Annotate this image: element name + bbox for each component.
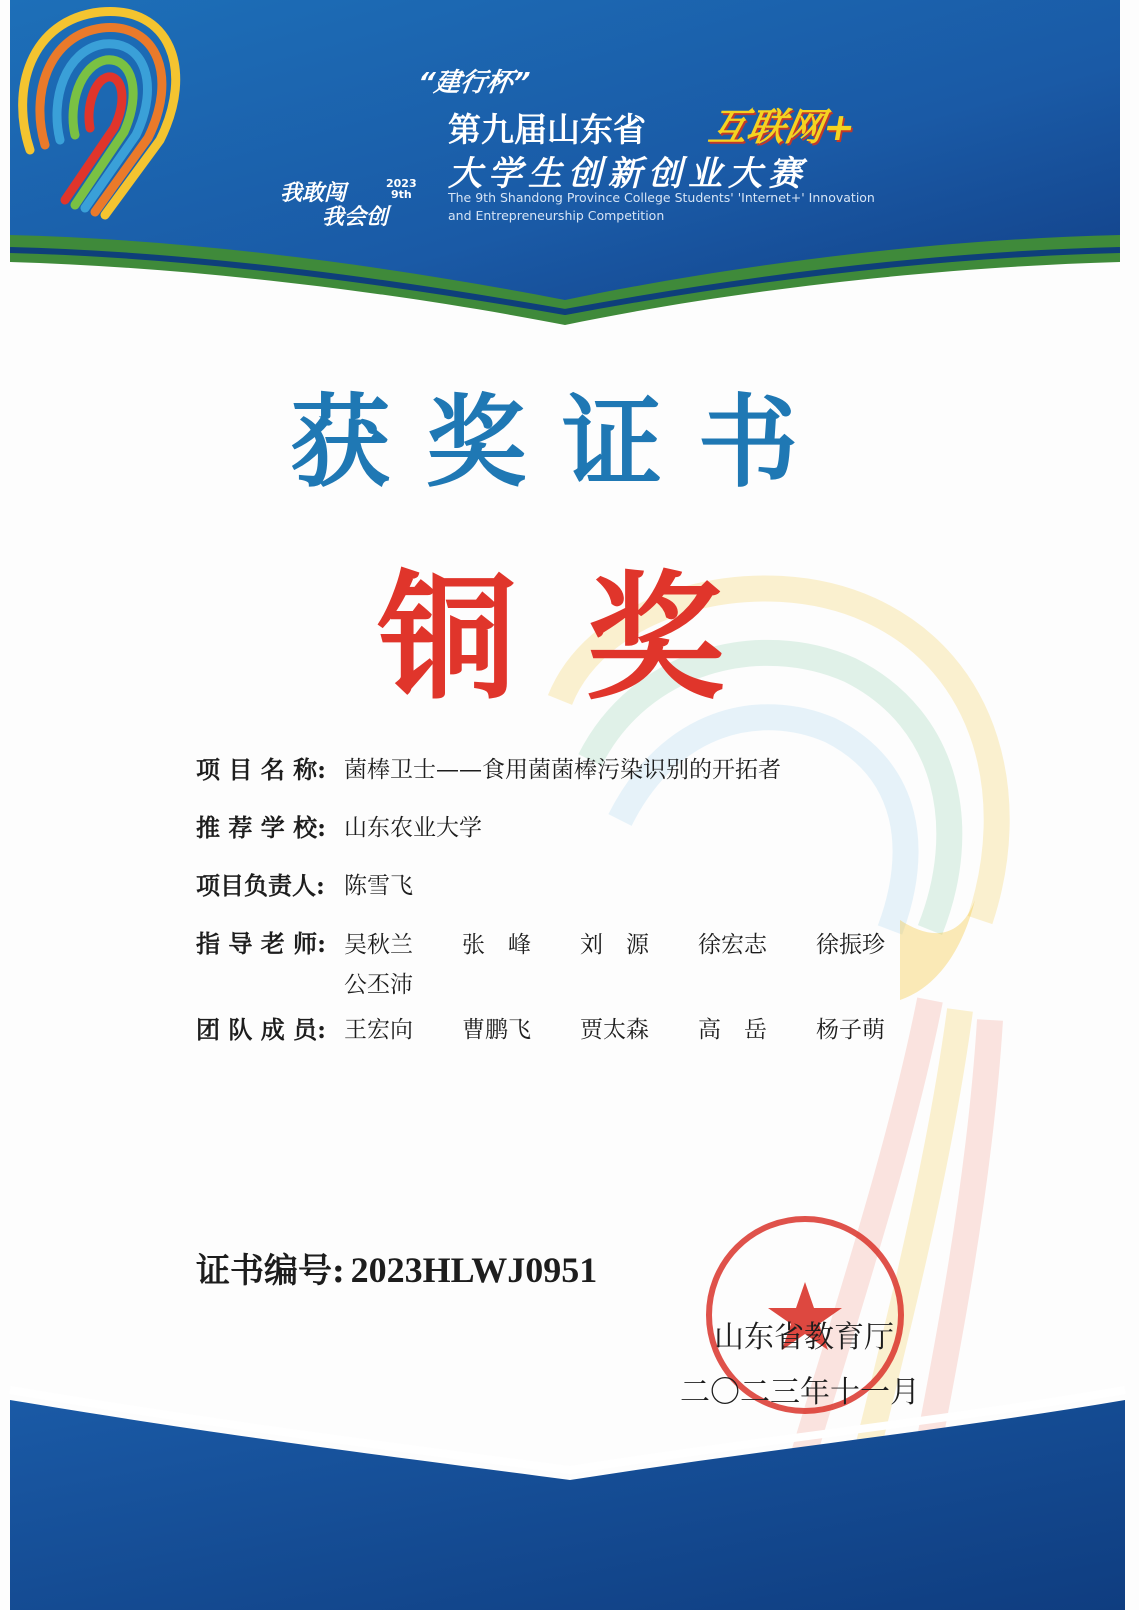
certificate-number-value: 2023HLWJ0951 — [350, 1250, 598, 1290]
issue-date: 二〇二三年十一月 — [680, 1375, 920, 1410]
advisors-label: 指 导 老 师: — [196, 929, 326, 958]
competition-title-internet-plus: 互联网+ — [705, 105, 860, 149]
advisors-row — [196, 924, 956, 1010]
leader-label: 项目负责人: — [196, 871, 325, 900]
member-name: 杨子萌 — [816, 1017, 885, 1043]
member-name: 王宏向 — [344, 1017, 413, 1043]
advisor-name: 徐振珍 — [816, 932, 885, 958]
certificate-title: 获奖证书 — [290, 383, 834, 501]
members-row — [196, 1010, 956, 1068]
advisor-name: 刘 源 — [580, 932, 649, 958]
project-name: 菌棒卫士——食用菌菌棒污染识别的开拓者 — [344, 757, 781, 783]
slogan-line2: 我会创 — [322, 205, 389, 230]
school-row — [196, 808, 956, 866]
project-row — [196, 750, 956, 808]
slogan-year: 2023 — [386, 177, 417, 190]
school-label: 推 荐 学 校: — [196, 813, 326, 842]
member-name: 贾太森 — [580, 1017, 649, 1043]
issuing-authority: 山东省教育厅 — [714, 1320, 894, 1355]
competition-title-line1: 第九届山东省 — [448, 110, 646, 149]
competition-logo-icon — [10, 0, 200, 222]
leader-row — [196, 866, 956, 924]
leader-name: 陈雪飞 — [344, 873, 413, 899]
slogan-line1: 我敢闯 — [280, 181, 347, 206]
advisor-name: 公丕沛 — [344, 972, 413, 998]
school-name: 山东农业大学 — [344, 815, 482, 841]
certificate-number — [196, 1243, 597, 1292]
slogan-edition: 9th — [390, 188, 412, 201]
members-list — [344, 1011, 944, 1044]
certificate-number-label: 证书编号: — [196, 1251, 345, 1291]
advisor-name: 张 峰 — [462, 932, 531, 958]
header-band — [10, 0, 1120, 340]
member-name: 曹鹏飞 — [462, 1017, 531, 1043]
competition-title-line2: 大学生创新创业大赛 — [448, 154, 808, 194]
advisor-name: 吴秋兰 — [344, 932, 413, 958]
slogan-year-badge — [386, 178, 417, 200]
advisor-name: 徐宏志 — [698, 932, 767, 958]
certificate-details — [196, 750, 956, 1068]
competition-title-english: The 9th Shandong Province College Students' 'Internet+' Innovation and Entrepreneurship Competition — [448, 190, 875, 223]
footer-band-graphic — [0, 1380, 1139, 1610]
sponsor-cup-name: “建行杯” — [415, 68, 532, 98]
advisors-list — [344, 925, 944, 1005]
award-level: 铜奖 — [378, 556, 795, 719]
member-name: 高 岳 — [698, 1017, 767, 1043]
members-label: 团 队 成 员: — [196, 1015, 326, 1044]
project-label: 项 目 名 称: — [196, 755, 326, 784]
slogan-text — [280, 182, 388, 230]
